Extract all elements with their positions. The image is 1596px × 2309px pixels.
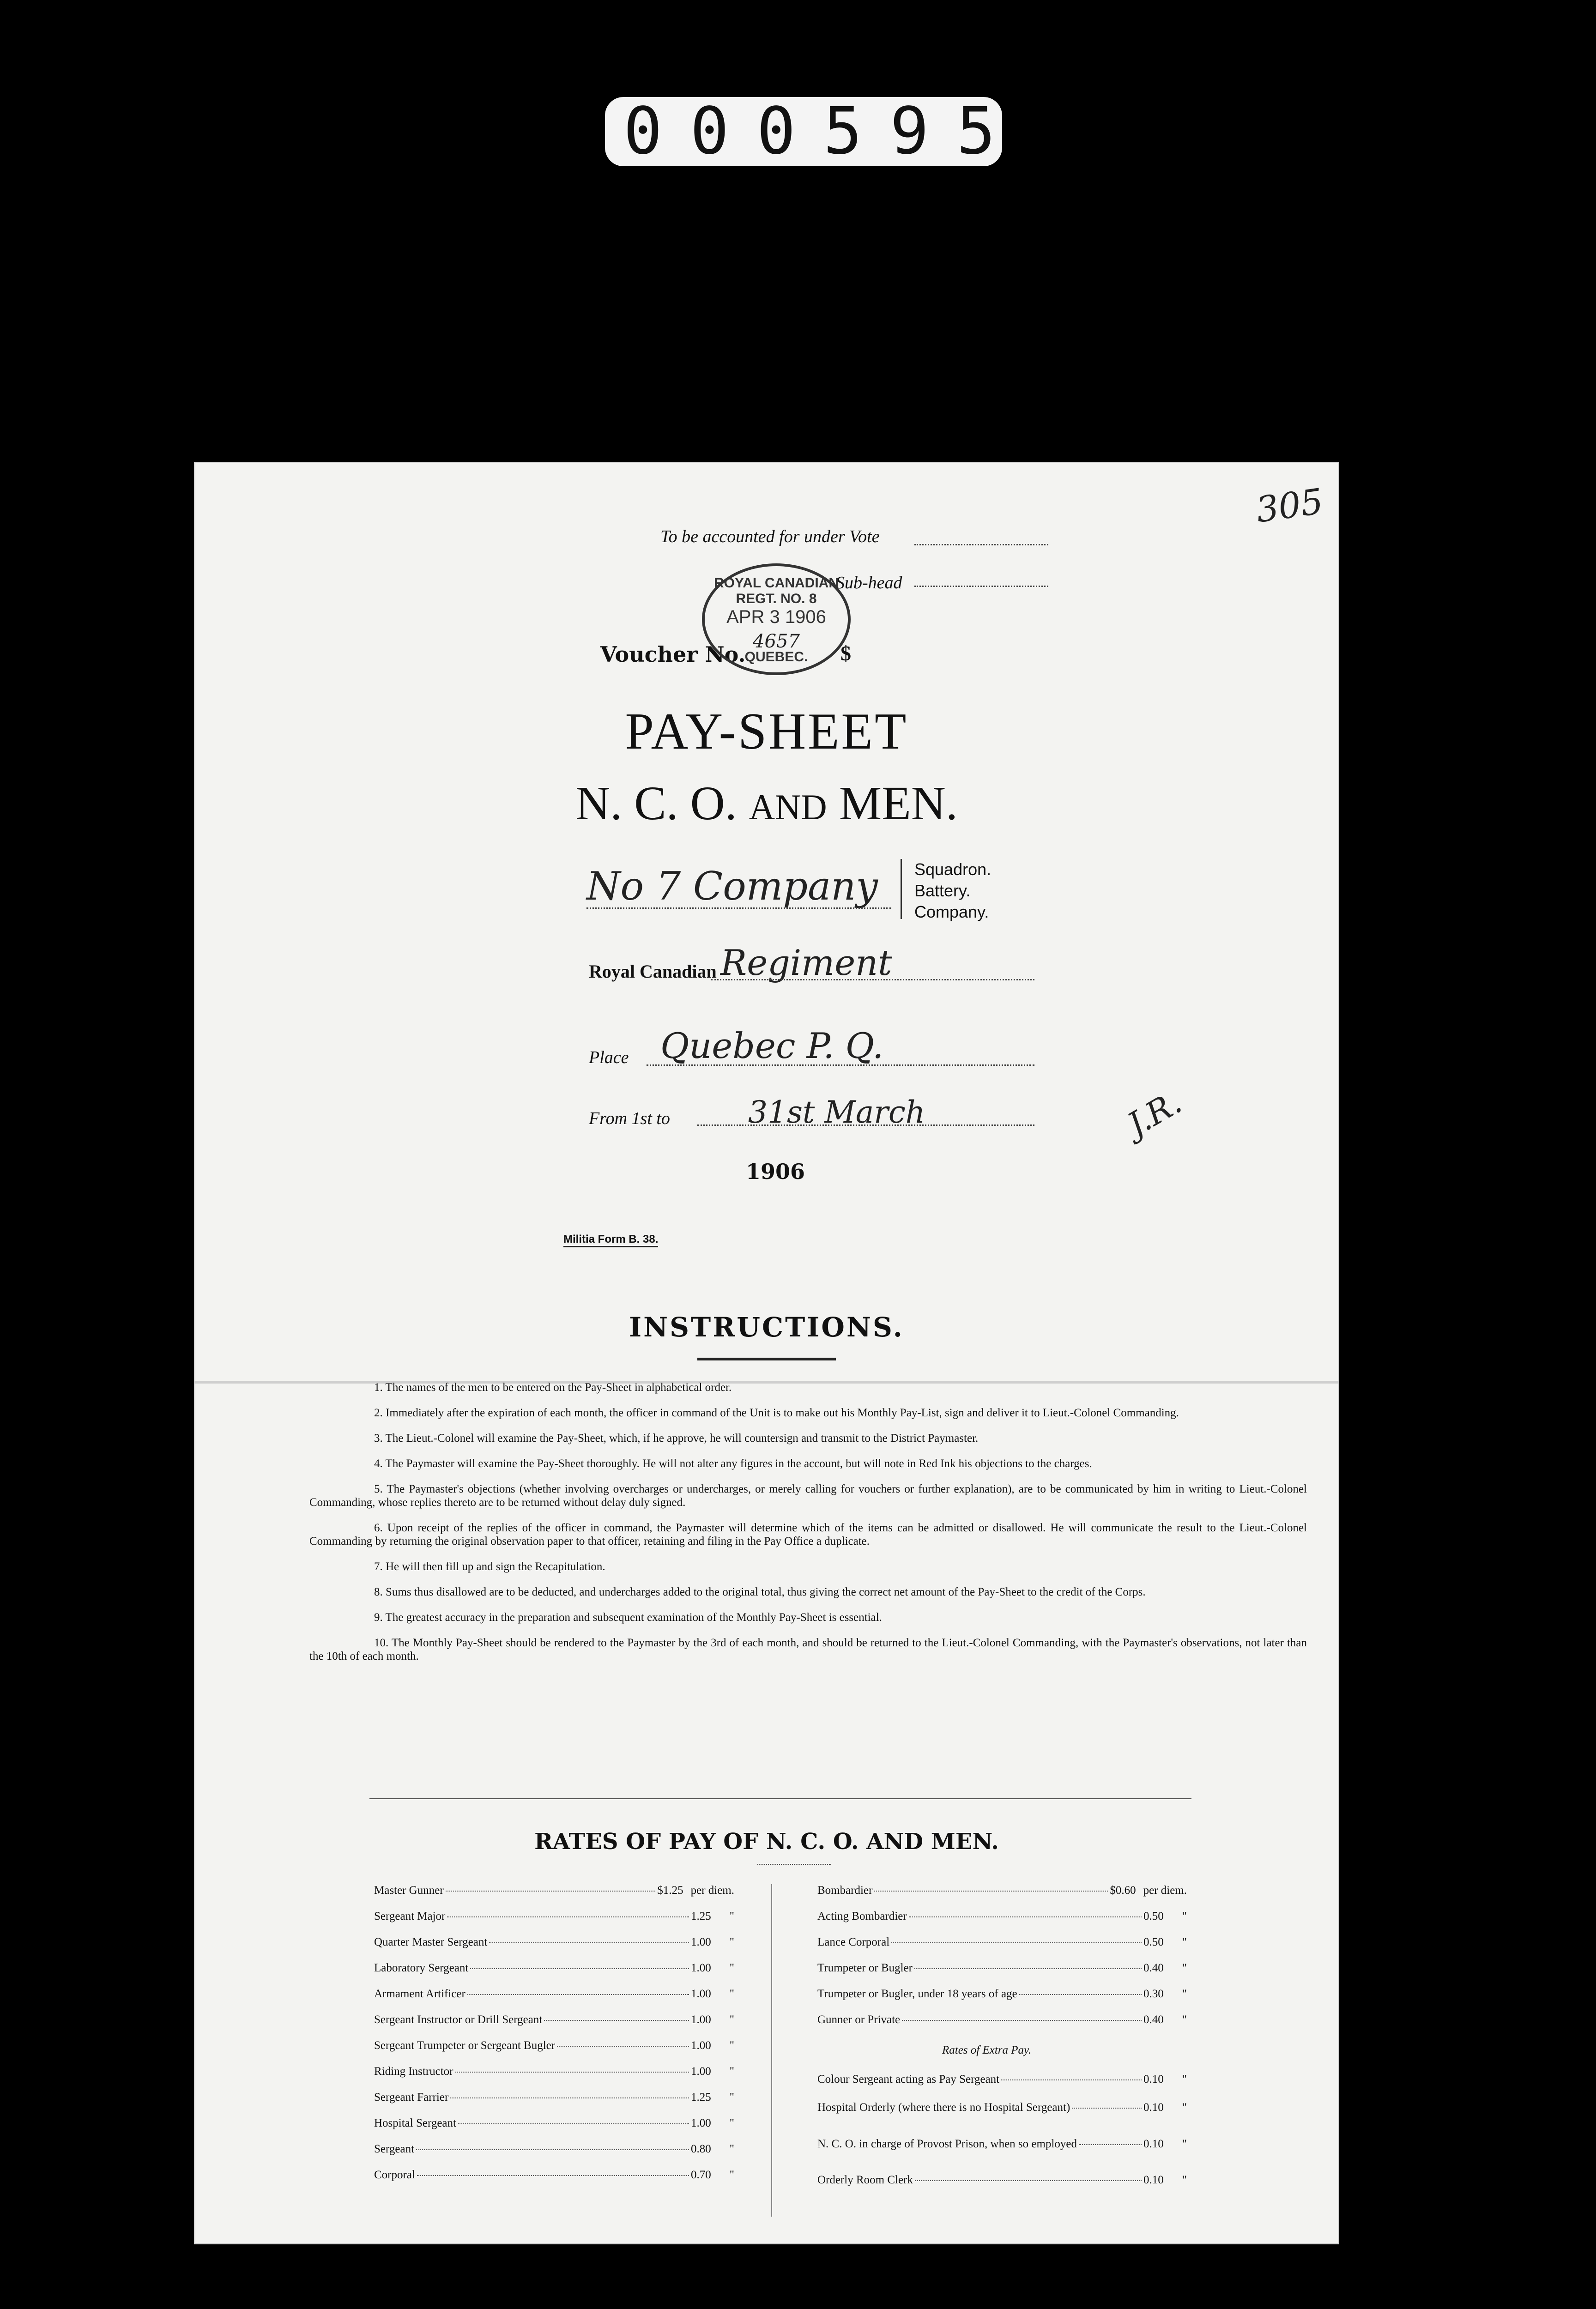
rate-amount: 0.40 xyxy=(1143,1962,1164,1974)
rate-amount: 1.00 xyxy=(691,1988,711,2000)
rate-row xyxy=(374,2065,734,2084)
rate-row xyxy=(817,2138,1187,2156)
rate-ditto: " xyxy=(1182,2138,1187,2150)
rate-amount: 1.00 xyxy=(691,2117,711,2129)
rate-amount: 1.00 xyxy=(691,2013,711,2026)
instruction-item: 6. Upon receipt of the replies of the officer in command, the Paymaster will determine which of the items can be admitted or disallowed. He will communicate the result to the Lieut.-Colonel Commanding by returning the original observation paper to that officer, retaining and filing in the Pay Office a duplicate. xyxy=(309,1522,1307,1547)
year: 1906 xyxy=(746,1159,805,1184)
rate-ditto: " xyxy=(729,1936,734,1948)
rate-ditto: " xyxy=(729,2117,734,2129)
instructions-title: INSTRUCTIONS. xyxy=(629,1312,904,1343)
rate-row xyxy=(374,2039,734,2058)
rates-title: RATES OF PAY OF N. C. O. AND MEN. xyxy=(534,1829,999,1855)
rate-name: Sergeant Major xyxy=(374,1910,446,1922)
unit-bracket xyxy=(901,859,907,919)
regiment-handwritten: Regiment xyxy=(720,942,892,983)
rate-amount: 1.00 xyxy=(691,2039,711,2052)
rate-name: Master Gunner xyxy=(374,1884,444,1897)
rate-row xyxy=(374,2117,734,2135)
rate-ditto: " xyxy=(729,2091,734,2103)
date-stamp xyxy=(702,563,851,675)
instruction-item: 1. The names of the men to be entered on the Pay-Sheet in alphabetical order. xyxy=(374,1381,732,1394)
rate-leader xyxy=(909,1916,1142,1917)
period-line xyxy=(697,1124,1034,1126)
rate-ditto: " xyxy=(1182,1936,1187,1948)
page-subtitle xyxy=(194,776,1339,831)
rate-ditto: " xyxy=(1182,1910,1187,1922)
rate-ditto: " xyxy=(1182,2013,1187,2026)
rate-row xyxy=(374,2091,734,2110)
rate-amount: 1.00 xyxy=(691,2065,711,2078)
rate-row xyxy=(817,1988,1187,2006)
rate-unit: per diem. xyxy=(690,1884,734,1897)
rate-leader xyxy=(417,2175,689,2176)
rate-row xyxy=(817,1910,1187,1928)
rate-amount: 0.50 xyxy=(1143,1936,1164,1948)
rate-ditto: " xyxy=(729,2143,734,2155)
rate-row xyxy=(374,1962,734,1980)
rate-row xyxy=(374,1884,734,1903)
rate-amount: 1.00 xyxy=(691,1962,711,1974)
instruction-item: 2. Immediately after the expiration of each month, the officer in command of the Unit is to make out his Monthly Pay-List, sign and deliver it to Lieut.-Colonel Commanding. xyxy=(374,1407,1179,1419)
rate-leader xyxy=(416,2149,689,2150)
rate-amount: 0.30 xyxy=(1143,1988,1164,2000)
rate-leader xyxy=(467,1994,689,1995)
rate-leader xyxy=(1079,2144,1142,2145)
regiment-line xyxy=(711,979,1034,980)
regiment-label: Royal Canadian xyxy=(589,961,717,982)
rate-name: Gunner or Private xyxy=(817,2013,901,2026)
rate-leader xyxy=(544,2020,689,2021)
rate-amount: $0.60 xyxy=(1110,1884,1136,1897)
rate-amount: 0.10 xyxy=(1143,2174,1164,2186)
rate-name: Laboratory Sergeant xyxy=(374,1962,469,1974)
rate-row xyxy=(374,2169,734,2187)
place-label: Place xyxy=(589,1048,629,1067)
rate-row xyxy=(374,1910,734,1928)
place-handwritten: Quebec P. Q. xyxy=(660,1025,884,1066)
place-line xyxy=(647,1064,1034,1066)
rate-ditto: " xyxy=(729,1988,734,2000)
rate-amount: $1.25 xyxy=(657,1884,683,1897)
rate-name: Armament Artificer xyxy=(374,1988,466,2000)
rate-amount: 0.10 xyxy=(1143,2138,1164,2150)
subtitle-and: AND xyxy=(749,787,827,827)
unit-type-squadron: Squadron. xyxy=(914,860,991,879)
rate-name: Acting Bombardier xyxy=(817,1910,907,1922)
rate-leader xyxy=(455,2072,689,2073)
rate-amount: 0.10 xyxy=(1143,2101,1164,2114)
subtitle-men: MEN. xyxy=(839,777,958,830)
rate-leader xyxy=(447,1916,689,1917)
stamp-date: APR 3 1906 xyxy=(726,607,826,627)
instruction-item: 10. The Monthly Pay-Sheet should be rendered to the Paymaster by the 3rd of each month, and should be returned to the Lieut.-Colonel Commanding, with the Paymaster's observations, not later than the 10th of each month. xyxy=(309,1637,1307,1662)
rate-leader xyxy=(1072,2108,1142,2109)
subhead-line xyxy=(914,586,1048,587)
rate-ditto: " xyxy=(729,1962,734,1974)
rate-name: Lance Corporal xyxy=(817,1936,890,1948)
rate-leader xyxy=(1001,2079,1142,2080)
vote-line xyxy=(914,544,1048,545)
rate-ditto: " xyxy=(729,2039,734,2052)
subtitle-nco: N. C. O. xyxy=(575,777,737,830)
rate-leader xyxy=(458,2123,689,2124)
period-handwritten: 31st March xyxy=(748,1094,925,1130)
rate-ditto: " xyxy=(1182,2101,1187,2114)
instruction-item: 9. The greatest accuracy in the preparation and subsequent examination of the Monthly Pay-Sheet is essential. xyxy=(374,1611,882,1624)
rate-name: Sergeant Instructor or Drill Sergeant xyxy=(374,2013,543,2026)
rate-amount: 1.25 xyxy=(691,2091,711,2103)
instructions-ornament xyxy=(697,1358,836,1360)
rate-row xyxy=(374,1988,734,2006)
rate-name: Colour Sergeant acting as Pay Sergeant xyxy=(817,2073,1000,2085)
rate-leader xyxy=(874,1891,1108,1892)
rate-leader xyxy=(1019,1994,1142,1995)
stamp-city: QUEBEC. xyxy=(744,649,808,665)
section-divider xyxy=(369,1798,1191,1799)
rate-name: Orderly Room Clerk xyxy=(817,2174,913,2186)
instruction-item: 8. Sums thus disallowed are to be deducted, and undercharges added to the original total, thus giving the correct net amount of the Pay-Sheet to the credit of the Corps. xyxy=(374,1586,1146,1598)
rate-amount: 1.25 xyxy=(691,1910,711,1922)
rate-leader xyxy=(470,1968,689,1969)
rate-name: Riding Instructor xyxy=(374,2065,453,2078)
rate-row xyxy=(817,2101,1187,2120)
unit-type-company: Company. xyxy=(914,902,989,921)
rate-leader xyxy=(914,1968,1142,1969)
rate-row xyxy=(374,2013,734,2032)
rate-name: Bombardier xyxy=(817,1884,873,1897)
rate-name: Sergeant Farrier xyxy=(374,2091,449,2103)
rate-ditto: " xyxy=(1182,1962,1187,1974)
stamp-regiment: ROYAL CANADIAN REGT. NO. 8 xyxy=(713,575,839,606)
rate-unit: per diem. xyxy=(1143,1884,1187,1897)
rate-ditto: " xyxy=(729,2013,734,2026)
period-label: From 1st to xyxy=(589,1109,670,1128)
rate-amount: 0.40 xyxy=(1143,2013,1164,2026)
rate-leader xyxy=(489,1942,689,1943)
archive-number: 305 xyxy=(1253,480,1326,531)
rate-name: Hospital Orderly (where there is no Hospital Sergeant) xyxy=(817,2101,1070,2114)
rate-amount: 0.70 xyxy=(691,2169,711,2181)
rate-leader xyxy=(557,2046,689,2047)
rate-leader xyxy=(446,1891,656,1892)
vote-label: To be accounted for under Vote xyxy=(660,527,880,546)
subhead-label: Sub-head xyxy=(836,573,902,592)
rate-leader xyxy=(450,2097,689,2098)
rate-leader xyxy=(891,1942,1142,1943)
rates-column-divider xyxy=(771,1884,772,2217)
rate-amount: 0.80 xyxy=(691,2143,711,2155)
frame-number: 000595 xyxy=(605,97,1002,166)
rate-name: Quarter Master Sergeant xyxy=(374,1936,488,1948)
rate-name: N. C. O. in charge of Provost Prison, when so employed xyxy=(817,2138,1077,2150)
initials: J.R. xyxy=(1121,1083,1188,1144)
rate-leader xyxy=(902,2020,1142,2021)
rate-ditto: " xyxy=(729,2169,734,2181)
voucher-label: Voucher No. xyxy=(600,642,746,667)
instruction-item: 3. The Lieut.-Colonel will examine the Pay-Sheet, which, if he approve, he will countersign and transmit to the District Paymaster. xyxy=(374,1432,979,1445)
rate-name: Sergeant Trumpeter or Sergeant Bugler xyxy=(374,2039,556,2052)
rate-name: Corporal xyxy=(374,2169,415,2181)
rate-name: Sergeant xyxy=(374,2143,415,2155)
rate-ditto: " xyxy=(729,2065,734,2078)
rates-title-underline xyxy=(757,1864,831,1865)
rate-amount: 0.10 xyxy=(1143,2073,1164,2085)
instructions-list xyxy=(309,1381,1307,1675)
rate-amount: 1.00 xyxy=(691,1936,711,1948)
rate-row xyxy=(817,2013,1187,2032)
instruction-item: 7. He will then fill up and sign the Recapitulation. xyxy=(374,1560,605,1573)
unit-types xyxy=(914,859,991,923)
rate-ditto: " xyxy=(1182,2174,1187,2186)
extra-pay-title: Rates of Extra Pay. xyxy=(942,2044,1032,2056)
instruction-item: 4. The Paymaster will examine the Pay-Sheet thoroughly. He will not alter any figures in the account, but will note in Red Ink his objections to the charges. xyxy=(374,1457,1092,1470)
rate-row xyxy=(817,2073,1187,2091)
unit-line xyxy=(586,907,891,909)
rate-leader xyxy=(915,2180,1142,2181)
rate-row xyxy=(817,1884,1187,1903)
rate-ditto: " xyxy=(729,1910,734,1922)
instruction-item: 5. The Paymaster's objections (whether involving overcharges or undercharges, or merely calling for vouchers or further explanation), are to be communicated by him in writing to Lieut.-Colonel Commanding, whose replies thereto are to be returned without delay duly signed. xyxy=(309,1483,1307,1509)
rate-name: Trumpeter or Bugler xyxy=(817,1962,913,1974)
rate-row xyxy=(374,1936,734,1954)
rate-row xyxy=(817,1936,1187,1954)
rate-name: Trumpeter or Bugler, under 18 years of age xyxy=(817,1988,1017,2000)
pay-sheet-page xyxy=(194,462,1339,2244)
rate-row xyxy=(817,1962,1187,1980)
unit-handwritten: No 7 Company xyxy=(586,864,878,909)
rate-ditto: " xyxy=(1182,1988,1187,2000)
rate-ditto: " xyxy=(1182,2073,1187,2085)
rate-row xyxy=(817,2174,1187,2192)
rate-name: Hospital Sergeant xyxy=(374,2117,456,2129)
rate-row xyxy=(374,2143,734,2161)
page-title: PAY-SHEET xyxy=(625,703,908,760)
voucher-dollar: $ xyxy=(840,641,851,665)
form-number: Militia Form B. 38. xyxy=(563,1233,658,1247)
rate-amount: 0.50 xyxy=(1143,1910,1164,1922)
voucher-number: 4657 xyxy=(753,631,800,652)
unit-type-battery: Battery. xyxy=(914,881,971,900)
